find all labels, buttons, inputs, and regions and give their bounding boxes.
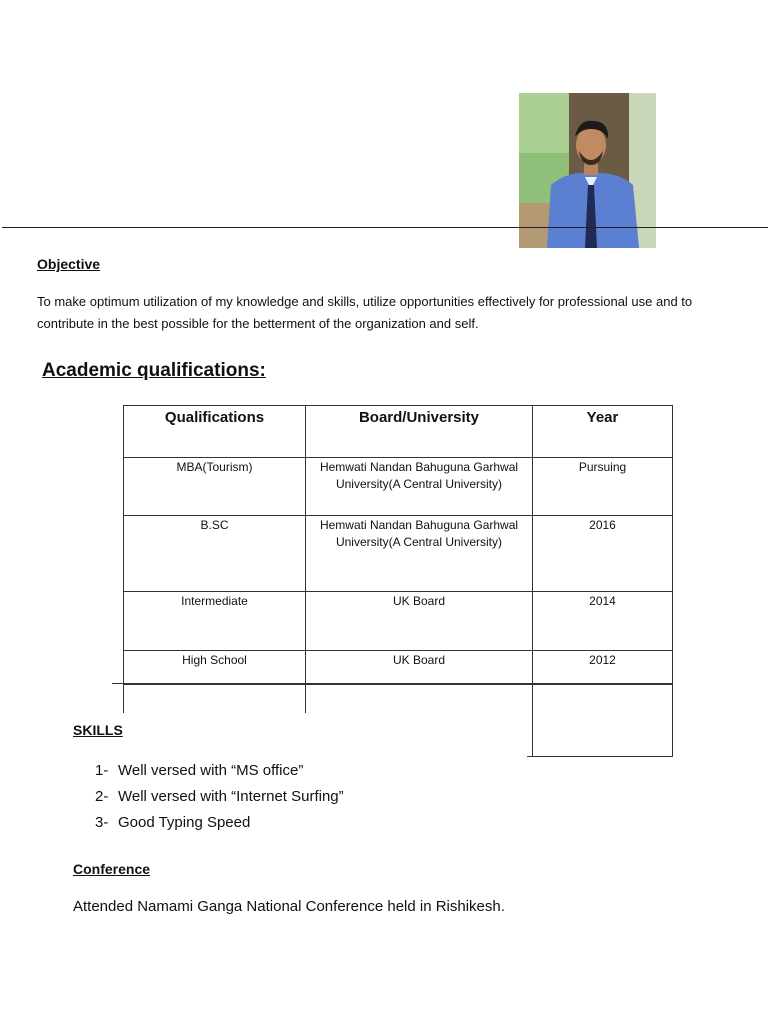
- table-extra-rule: [527, 756, 673, 757]
- header-divider: [2, 227, 768, 228]
- table-row: [124, 516, 673, 592]
- table-extra-rule: [112, 683, 672, 684]
- table-row: [124, 592, 673, 651]
- table-extra-line: [532, 683, 533, 757]
- skills-list: [95, 758, 344, 836]
- list-number: 3-: [95, 814, 109, 831]
- cell-year: Pursuing: [533, 458, 673, 516]
- skill-text: Well versed with “Internet Surfing”: [118, 788, 344, 805]
- conference-text: Attended Namami Ganga National Conference held in Rishikesh.: [73, 898, 505, 915]
- skill-text: Well versed with “MS office”: [118, 762, 304, 779]
- skill-text: Good Typing Speed: [118, 814, 251, 831]
- qualifications-table: [123, 405, 673, 685]
- table-row: [124, 651, 673, 685]
- cell-qualification: MBA(Tourism): [124, 458, 306, 516]
- cell-year: 2012: [533, 651, 673, 685]
- objective-text: To make optimum utilization of my knowledge and skills, utilize opportunities effectively for professional use and to contribute in the best possible for the betterment of the organization and self.: [37, 294, 693, 331]
- cell-board: UK Board: [306, 592, 533, 651]
- cell-board: Hemwati Nandan Bahuguna Garhwal University(A Central University): [306, 516, 533, 592]
- cell-qualification: B.SC: [124, 516, 306, 592]
- list-item: [95, 758, 344, 784]
- table-extra-line: [305, 683, 306, 713]
- cell-year: 2016: [533, 516, 673, 592]
- objective-heading: Objective: [37, 256, 101, 272]
- cell-year: 2014: [533, 592, 673, 651]
- cell-board: UK Board: [306, 651, 533, 685]
- list-number: 1-: [95, 762, 109, 779]
- skills-heading: SKILLS: [73, 722, 123, 738]
- table-header-row: [124, 406, 673, 458]
- list-item: [95, 810, 344, 836]
- table-row: [124, 458, 673, 516]
- academic-heading: Academic qualifications:: [42, 360, 266, 381]
- cell-qualification: Intermediate: [124, 592, 306, 651]
- table-extra-line: [123, 683, 124, 713]
- profile-photo: [519, 93, 656, 248]
- header-qualifications: Qualifications: [124, 406, 306, 458]
- header-board: Board/University: [306, 406, 533, 458]
- table-extra-line: [672, 683, 673, 757]
- conference-heading: Conference: [73, 861, 151, 877]
- cell-board: Hemwati Nandan Bahuguna Garhwal University(A Central University): [306, 458, 533, 516]
- cell-qualification: High School: [124, 651, 306, 685]
- list-number: 2-: [95, 788, 109, 805]
- list-item: [95, 784, 344, 810]
- header-year: Year: [533, 406, 673, 458]
